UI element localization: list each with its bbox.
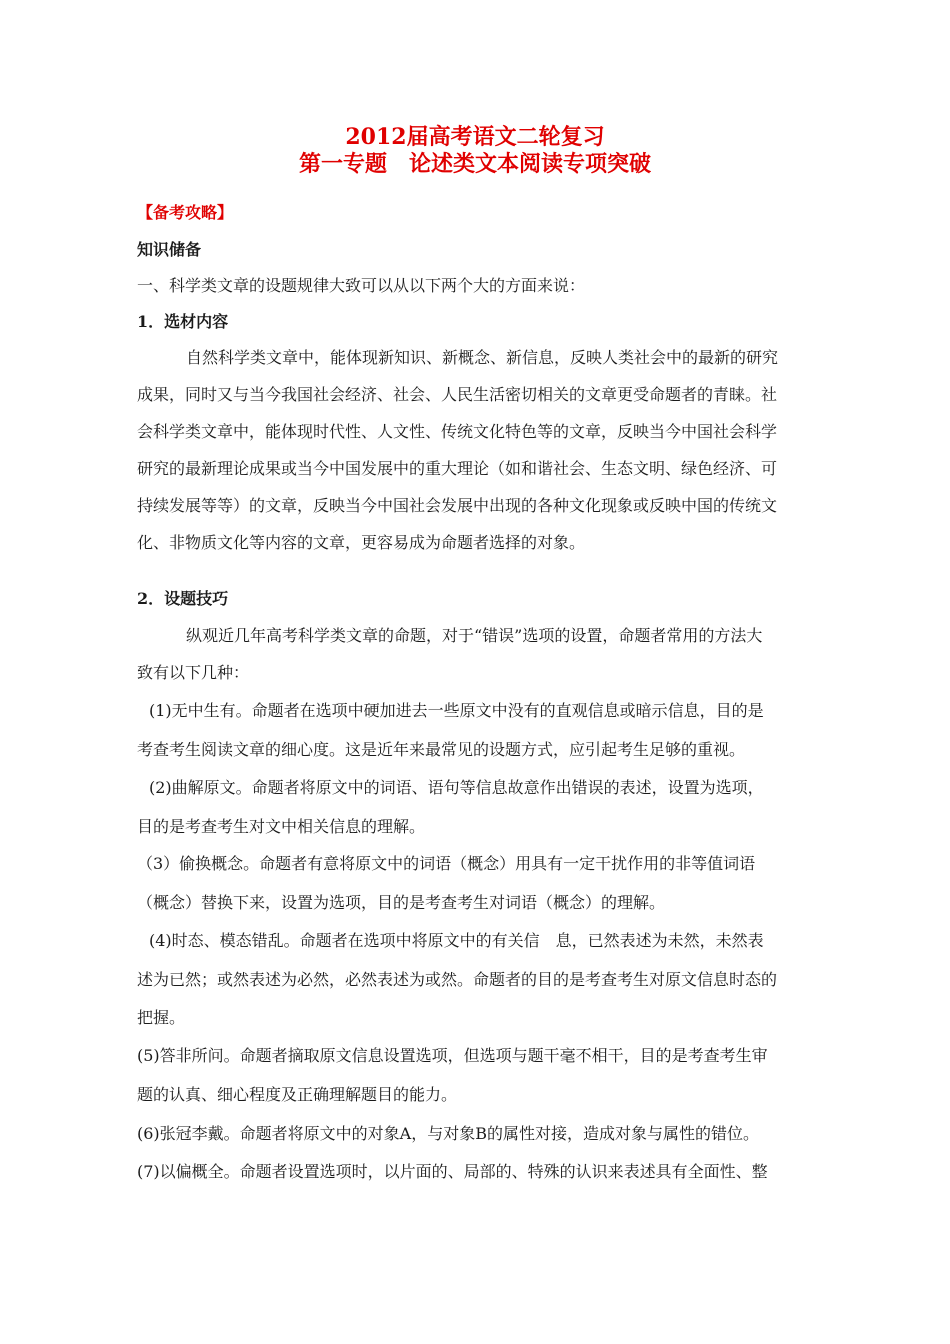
paragraph-1-line: 会科学类文章中，能体现时代性、人文性、传统文化特色等的文章，反映当今中国社会科学 [137, 422, 778, 441]
intro-text: 一、科学类文章的设题规律大致可以从以下两个大的方面来说： [137, 276, 586, 295]
paragraph-1-line: 研究的最新理论成果或当今中国发展中的重大理论（如和谐社会、生态文明、绿色经济、可 [137, 459, 778, 478]
list-item-line: （3）偷换概念。命题者有意将原文中的词语（概念）用具有一定干扰作用的非等值词语 [137, 854, 756, 873]
subheading: 知识储备 [137, 240, 202, 259]
paragraph-1-line: 成果，同时又与当今我国社会经济、社会、人民生活密切相关的文章更受命题者的青睐。社 [137, 385, 778, 404]
heading-2: 2．设题技巧 [137, 589, 229, 608]
paragraph-1-line: 化、非物质文化等内容的文章，更容易成为命题者选择的对象。 [137, 533, 586, 552]
doc-title-line1: 2012届高考语文二轮复习 [345, 124, 605, 150]
paragraph-1-line: 持续发展等等）的文章，反映当今中国社会发展中出现的各种文化现象或反映中国的传统文 [137, 496, 778, 515]
heading-1: 1．选材内容 [137, 312, 229, 331]
section-tag: 【备考攻略】 [137, 203, 234, 222]
paragraph-1-line: 自然科学类文章中，能体现新知识、新概念、新信息，反映人类社会中的最新的研究 [186, 348, 779, 367]
paragraph-2-line: 纵观近几年高考科学类文章的命题，对于“错误”选项的设置，命题者常用的方法大 [186, 626, 763, 645]
list-item-line: (1)无中生有。命题者在选项中硬加进去一些原文中没有的直观信息或暗示信息，目的是 [149, 701, 764, 720]
list-item-line: 考查考生阅读文章的细心度。这是近年来最常见的设题方式，应引起考生足够的重视。 [137, 740, 746, 759]
doc-title-line2: 第一专题 论述类文本阅读专项突破 [298, 151, 651, 177]
list-item-line: (4)时态、模态错乱。命题者在选项中将原文中的有关信 息，已然表述为未然，未然表 [149, 931, 764, 950]
list-item-line: 述为已然；或然表述为必然，必然表述为或然。命题者的目的是考查考生对原文信息时态的 [137, 970, 778, 989]
list-item-line: （概念）替换下来，设置为选项，目的是考查考生对词语（概念）的理解。 [137, 893, 666, 912]
paragraph-2-line: 致有以下几种： [137, 663, 250, 682]
list-item-line: (2)曲解原文。命题者将原文中的词语、语句等信息故意作出错误的表述，设置为选项， [149, 778, 764, 797]
list-item-line: 目的是考查考生对文中相关信息的理解。 [137, 817, 426, 836]
list-item-line: 题的认真、细心程度及正确理解题目的能力。 [137, 1085, 458, 1104]
list-item-line: (6)张冠李戴。命题者将原文中的对象A，与对象B的属性对接，造成对象与属性的错位。 [137, 1124, 759, 1143]
list-item-line: 把握。 [137, 1008, 186, 1027]
list-item-line: (5)答非所问。命题者摘取原文信息设置选项，但选项与题干毫不相干，目的是考查考生审 [137, 1046, 768, 1065]
list-item-line: (7)以偏概全。命题者设置选项时，以片面的、局部的、特殊的认识来表述具有全面性、整 [137, 1162, 768, 1181]
